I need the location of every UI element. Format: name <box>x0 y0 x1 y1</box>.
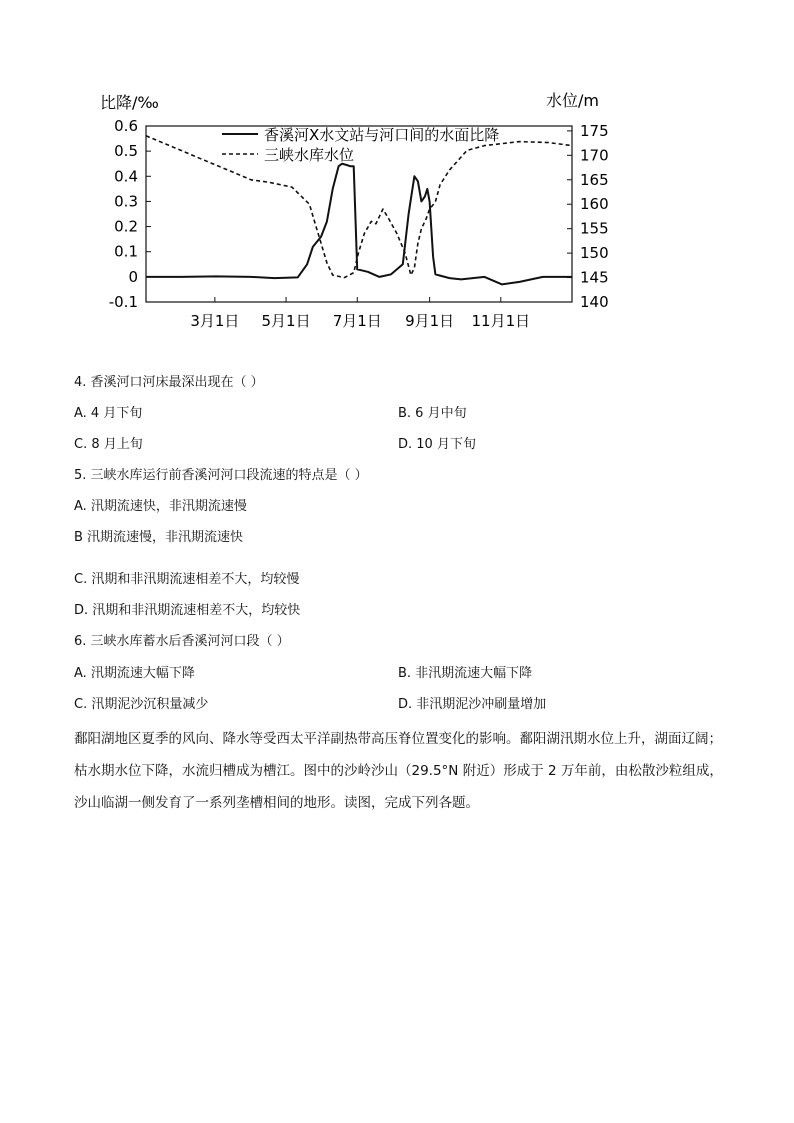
question-5-option-c[interactable]: C. 汛期和非汛期流速相差不大，均较慢 <box>74 572 300 587</box>
question-6-option-b[interactable]: B. 非汛期流速大幅下降 <box>398 666 533 681</box>
question-6-option-a[interactable]: A. 汛期流速大幅下降 <box>74 666 195 681</box>
x-tick-label: 3月1日 <box>190 312 240 330</box>
legend-label: 香溪河X水文站与河口间的水面比降 <box>264 126 500 144</box>
chart-canvas <box>90 86 650 346</box>
question-5-stem: 5. 三峡水库运行前香溪河河口段流速的特点是（ ） <box>74 468 368 483</box>
y-right-tick-label: 145 <box>580 268 609 287</box>
question-5-option-b[interactable]: B 汛期流速慢，非汛期流速快 <box>74 530 244 545</box>
y-right-tick-label: 170 <box>580 146 609 165</box>
y-left-tick-label: 0.4 <box>114 167 138 186</box>
x-tick-label: 5月1日 <box>261 312 311 330</box>
question-5-option-a[interactable]: A. 汛期流速快，非汛期流速慢 <box>74 499 247 514</box>
legend <box>222 126 499 164</box>
y-left-tick-label: 0.1 <box>114 242 138 261</box>
series-water-level-line <box>146 136 572 278</box>
x-tick-label: 7月1日 <box>332 312 382 330</box>
question-4-stem: 4. 香溪河口河床最深出现在（ ） <box>74 375 264 390</box>
y-axis-left-label: 比降/‰ <box>100 93 159 112</box>
y-right-tick-label: 165 <box>580 170 609 189</box>
hydrology-chart <box>90 86 650 346</box>
y-left-tick-label: 0.6 <box>114 117 138 135</box>
x-tick-label: 9月1日 <box>405 312 455 330</box>
y-left-tick-label: 0.2 <box>114 217 138 236</box>
question-6-option-c[interactable]: C. 汛期泥沙沉积量减少 <box>74 697 209 712</box>
series-gradient-line <box>146 164 572 285</box>
y-axis-right-label: 水位/m <box>546 91 599 110</box>
y-right-tick-label: 140 <box>580 293 609 311</box>
y-right-tick-label: 150 <box>580 244 609 263</box>
question-4-option-a[interactable]: A. 4 月下旬 <box>74 406 143 421</box>
y-right-tick-label: 160 <box>580 195 609 214</box>
question-4-option-b[interactable]: B. 6 月中旬 <box>398 406 467 421</box>
question-6-stem: 6. 三峡水库蓄水后香溪河河口段（ ） <box>74 634 290 649</box>
question-6-option-d[interactable]: D. 非汛期泥沙冲刷量增加 <box>398 697 547 712</box>
y-left-tick-label: 0.3 <box>114 192 138 211</box>
legend-label: 三峡水库水位 <box>264 146 355 164</box>
question-4-option-d[interactable]: D. 10 月下旬 <box>398 437 476 452</box>
y-left-tick-label: -0.1 <box>108 293 138 311</box>
y-left-tick-label: 0 <box>128 267 138 286</box>
x-tick-label: 11月1日 <box>471 312 531 330</box>
question-4-option-c[interactable]: C. 8 月上旬 <box>74 437 143 452</box>
reading-passage: 鄱阳湖地区夏季的风向、降水等受西太平洋副热带高压脊位置变化的影响。鄱阳湖汛期水位上升，湖面辽阔；枯水期水位下降，水流归槽成为槽江。图中的沙岭沙山（29.5°N 附近）形成于 2 万年前，由松散沙粒组成，沙山临湖一侧发育了一系列垄槽相间的地形。读图，完成下列各题。 <box>74 731 723 811</box>
y-right-tick-label: 175 <box>580 121 609 140</box>
y-right-tick-label: 155 <box>580 219 609 238</box>
question-5-option-d[interactable]: D. 汛期和非汛期流速相差不大，均较快 <box>74 603 301 618</box>
y-left-tick-label: 0.5 <box>114 142 138 161</box>
